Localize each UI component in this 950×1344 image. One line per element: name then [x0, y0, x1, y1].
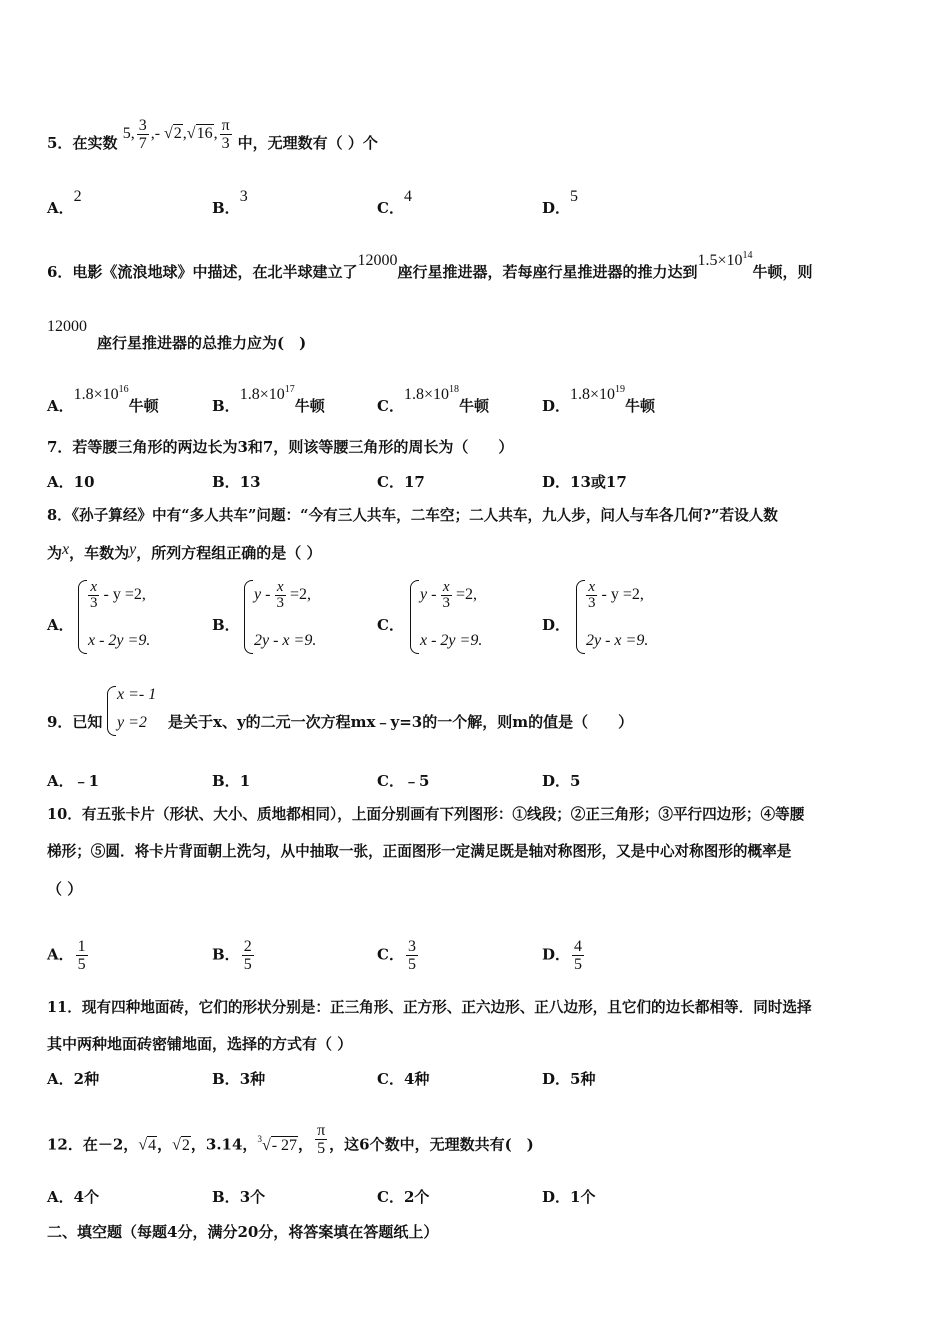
q5-option-a: A．2: [47, 188, 82, 217]
q6-count: 12000: [47, 318, 87, 335]
q8-option-d-system: $\frac{x}{3}$ - y =2, 2y - x =9.: [576, 580, 686, 656]
q6-option-c: C．$1.8\times 10^{18}$牛顿: [377, 384, 489, 415]
q8-option-a-label: A．: [47, 616, 74, 634]
q7-option-a: A．10: [47, 473, 95, 491]
q8-option-d-label: D．: [542, 616, 571, 634]
q5-stem: 5．在实数 5, $\frac{3}{7}$ ,- √2,√16, $\frac{\pi}{3}$ 中，无理数有（ ）个: [47, 117, 378, 153]
q8-stem-line2: 为x，车数为y，所列方程组正确的是（ ）: [47, 541, 322, 562]
q10-option-a: A． $\frac{1}{5}$: [47, 938, 86, 973]
q9-option-d: D．5: [542, 772, 581, 790]
q9-option-b: B．1: [212, 772, 251, 790]
q8-option-c-system: y - $\frac{x}{3}$ =2, x - 2y =9.: [410, 580, 520, 656]
q6-option-d: D．$1.8\times 10^{19}$牛顿: [542, 384, 656, 415]
q10-option-b: B． $\frac{2}{5}$: [212, 938, 252, 973]
q12-stem: 12．在－2，√4，√2，3.14，$^3$√- 27， $\frac{\pi}{5}$ ，这6个数中，无理数共有( ): [47, 1122, 534, 1157]
q6-option-b: B．$1.8\times 10^{17}$牛顿: [212, 384, 325, 415]
q8-option-a-system: $\frac{x}{3}$ - y =2, x - 2y =9.: [78, 580, 188, 656]
q12-option-a: A．4个: [47, 1188, 100, 1206]
q10-option-d: D． $\frac{4}{5}$: [542, 938, 583, 973]
q9-option-c: C．﹣5: [377, 772, 430, 790]
q8-option-b-label: B．: [212, 616, 240, 634]
q11-option-b: B．3种: [212, 1070, 266, 1088]
q8-stem-line1: 8．《孙子算经》中有“多人共车”问题：“今有三人共车，二车空；二人共车，九人步，问人与车各几何?”若设人数: [47, 507, 778, 524]
fraction-pi-3: $\frac{\pi}{3}$: [221, 117, 230, 152]
q5-option-d: D．5: [542, 188, 579, 217]
fraction-3-7: $\frac{3}{7}$: [138, 117, 147, 152]
q11-option-a: A．2种: [47, 1070, 100, 1088]
section-2-heading: 二、填空题（每题4分，满分20分，将答案填在答题纸上）: [47, 1223, 439, 1241]
q6-stem-line2: 座行星推进器的总推力应为( ): [97, 334, 307, 352]
q9-option-a: A．﹣1: [47, 772, 100, 790]
q11-stem-line2: 其中两种地面砖密铺地面，选择的方式有（ ）: [47, 1035, 353, 1053]
q10-stem-line3: （ ）: [47, 880, 83, 898]
q12-option-b: B．3个: [212, 1188, 266, 1206]
q12-option-c: C．2个: [377, 1188, 430, 1206]
q7-option-b: B．13: [212, 473, 261, 491]
q9-prefix: 9．已知: [47, 713, 103, 731]
q6-option-a: A．$1.8\times 10^{16}$牛顿: [47, 384, 159, 415]
q12-option-d: D．1个: [542, 1188, 596, 1206]
q6-stem-line1: 6．电影《流浪地球》中描述，在北半球建立了12000座行星推进器，若每座行星推进器的推力达到$1.5\times 10^{14}$牛顿，则: [47, 250, 813, 281]
q9-system: x =- 1 y =2: [107, 686, 167, 738]
q7-option-d: D．13或17: [542, 473, 627, 491]
q11-option-d: D．5种: [542, 1070, 596, 1088]
q8-option-c-label: C．: [377, 616, 404, 634]
q9-stem: 是关于x、y的二元一次方程mx﹣y=3的一个解，则m的值是（ ）: [168, 713, 634, 731]
q10-stem-line2: 梯形；⑤圆．将卡片背面朝上洗匀，从中抽取一张，正面图形一定满足既是轴对称图形，又是中心对称图形的概率是: [47, 843, 792, 860]
q10-option-c: C． $\frac{3}{5}$: [377, 938, 416, 973]
q5-option-b: B．3: [212, 188, 248, 217]
q10-stem-line1: 10．有五张卡片（形状、大小、质地都相同），上面分别画有下列图形：①线段；②正三角形；③平行四边形；④等腰: [47, 806, 805, 823]
q5-option-c: C．4: [377, 188, 412, 217]
q7-stem: 7．若等腰三角形的两边长为3和7，则该等腰三角形的周长为（ ）: [47, 438, 514, 456]
q11-option-c: C．4种: [377, 1070, 430, 1088]
q8-option-b-system: y - $\frac{x}{3}$ =2, 2y - x =9.: [244, 580, 354, 656]
q11-stem-line1: 11．现有四种地面砖，它们的形状分别是：正三角形、正方形、正六边形、正八边形，且它们的边长都相等．同时选择: [47, 999, 812, 1016]
q7-option-c: C．17: [377, 473, 425, 491]
